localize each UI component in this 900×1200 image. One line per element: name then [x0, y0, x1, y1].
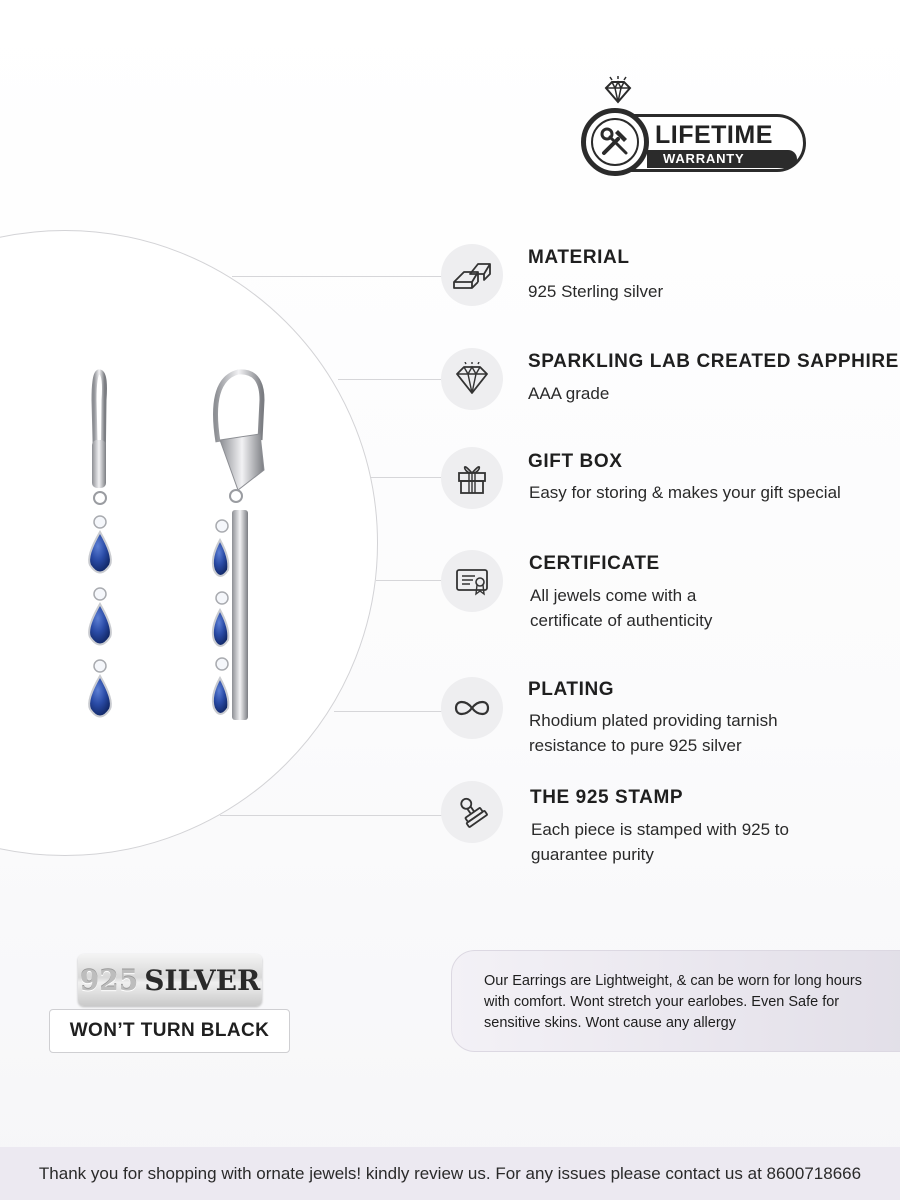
- footer-bar: [0, 1147, 900, 1200]
- feature-title: THE 925 STAMP: [530, 787, 684, 808]
- connector-line: [334, 711, 442, 712]
- connector-line: [220, 815, 442, 816]
- feature-title: CERTIFICATE: [529, 553, 660, 574]
- feature-description: 925 Sterling silver: [528, 282, 664, 301]
- warranty-line1: LIFETIME: [655, 121, 773, 149]
- feature-icon-circle: [441, 550, 503, 612]
- connector-line: [338, 379, 442, 380]
- feature-icon-circle: [441, 348, 503, 410]
- left-earring: [89, 372, 111, 717]
- feature-icon-circle: [441, 781, 503, 843]
- 925-silver-tag: [78, 954, 262, 1006]
- wrench-hammer-icon: [598, 125, 632, 159]
- footer-text: Thank you for shopping with ornate jewels! kindly review us. For any issues please contact us at 8600718666: [38, 1163, 862, 1183]
- feature-icon-circle: [441, 244, 503, 306]
- warranty-pill: [630, 114, 806, 172]
- right-earring: [213, 372, 264, 720]
- warranty-line2: WARRANTY: [663, 151, 745, 166]
- stamp-icon: [455, 795, 489, 829]
- feature-title: GIFT BOX: [528, 451, 623, 472]
- feature-description: Easy for storing & makes your gift special: [529, 483, 841, 502]
- feature-description: Rhodium plated providing tarnish resistance to pure 925 silver: [529, 711, 778, 755]
- silver-tag-number: 925: [79, 963, 139, 997]
- feature-description: Each piece is stamped with 925 to guarantee purity: [531, 820, 789, 864]
- wont-turn-black-tag: WON’T TURN BLACK: [49, 1009, 290, 1053]
- connector-line: [370, 477, 442, 478]
- feature-icon-circle: [441, 677, 503, 739]
- info-box: [451, 950, 900, 1052]
- infinity-icon: [452, 697, 492, 719]
- feature-description: AAA grade: [528, 384, 610, 403]
- connector-line: [232, 276, 442, 277]
- diamond-icon: [602, 76, 634, 104]
- feature-title: SPARKLING LAB CREATED SAPPHIRE: [528, 351, 899, 372]
- feature-title: PLATING: [528, 679, 615, 700]
- info-text: Our Earrings are Lightweight, & can be worn for long hours with comfort. Wont stretch your earlobes. Even Safe for sensitive skins. Wont cause any allergy: [484, 973, 863, 1031]
- warranty-circle: [581, 108, 649, 176]
- connector-line: [376, 580, 442, 581]
- lifetime-warranty-badge: [578, 76, 810, 184]
- feature-icon-circle: [441, 447, 503, 509]
- silver-tag-word: SILVER: [144, 963, 261, 997]
- feature-title: MATERIAL: [528, 247, 630, 268]
- diamond-outline-icon: [454, 362, 490, 396]
- gift-box-icon: [455, 461, 489, 495]
- silver-bar-icon: [450, 260, 494, 290]
- feature-description: All jewels come with a certificate of authenticity: [530, 586, 713, 630]
- earrings-image: [70, 360, 290, 740]
- certificate-icon: [455, 566, 489, 596]
- warranty-inner-circle: [591, 118, 639, 166]
